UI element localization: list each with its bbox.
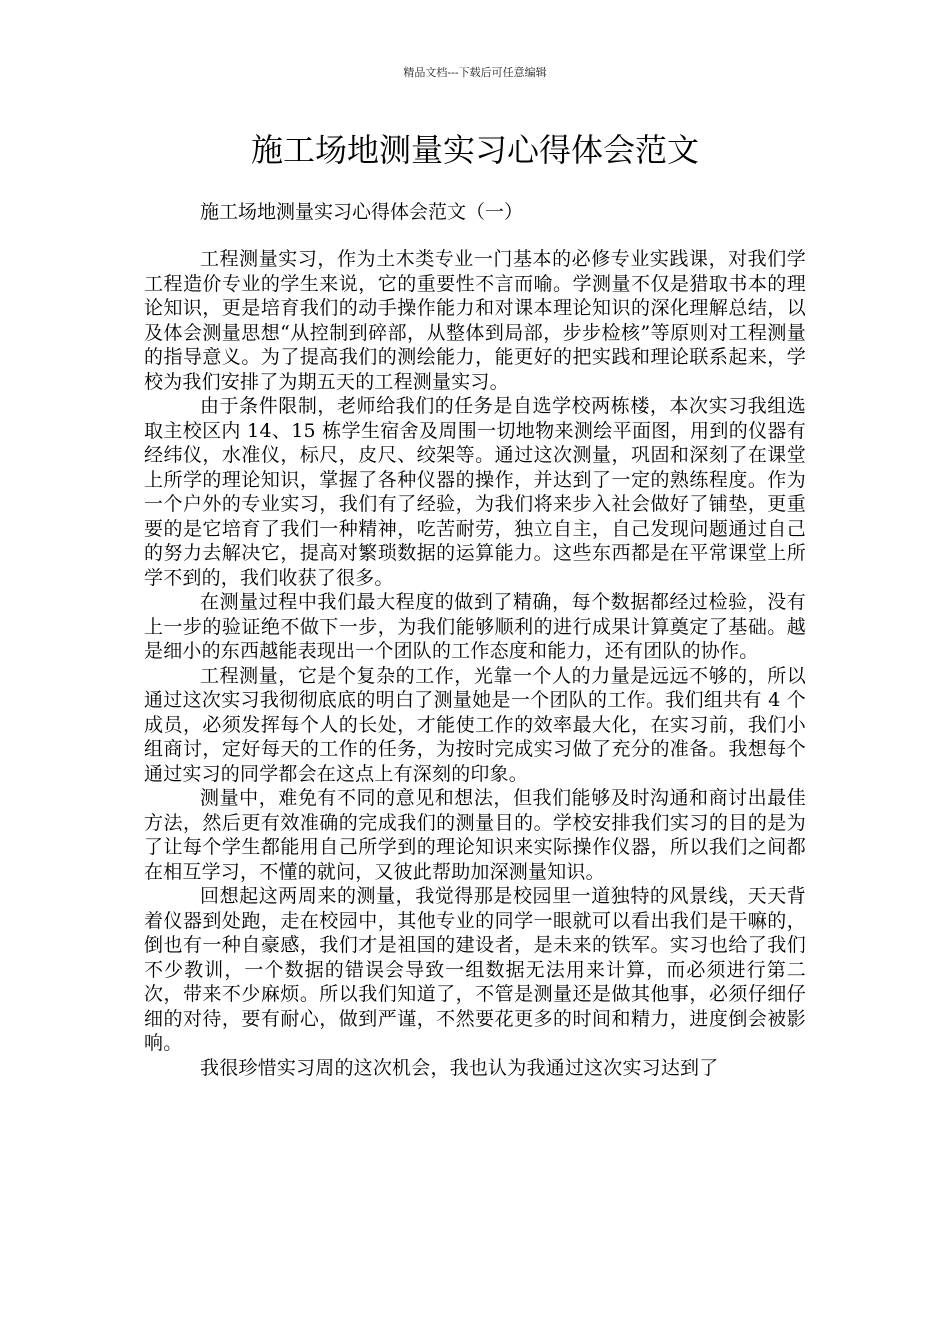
- document-title: 施工场地测量实习心得体会范文: [250, 131, 699, 169]
- document-body: [144, 247, 806, 1080]
- body-paragraph-3: 在测量过程中我们最大程度的做到了精确，每个数据都经过检验，没有上一步的验证绝不做下一步，为我们能够顺利的进行成果计算奠定了基础。越是细小的东西越能表现出一个团队的工作态度和能力，还有团队的协作。: [144, 591, 806, 662]
- body-paragraph-5: 测量中，难免有不同的意见和想法，但我们能够及时沟通和商讨出最佳方法，然后更有效准确的完成我们的测量目的。学校安排我们实习的目的是为了让每个学生都能用自己所学到的理论知识来实际操作仪器，所以我们之间都在相互学习，不懂的就问，又彼此帮助加深测量知识。: [144, 787, 806, 883]
- body-paragraph-6: 回想起这两周来的测量，我觉得那是校园里一道独特的风景线，天天背着仪器到处跑，走在校园中，其他专业的同学一眼就可以看出我们是干嘛的，倒也有一种自豪感，我们才是祖国的建设者，是未来的铁军。实习也给了我们不少教训，一个数据的错误会导致一组数据无法用来计算，而必须进行第二次，带来不少麻烦。所以我们知道了，不管是测量还是做其他事，必须仔细仔细的对待，要有耐心，做到严谨，不然要花更多的时间和精力，进度倒会被影响。: [144, 885, 806, 1054]
- body-paragraph-1: 工程测量实习，作为土木类专业一门基本的必修专业实践课，对我们学工程造价专业的学生来说，它的重要性不言而喻。学测量不仅是猎取书本的理论知识，更是培育我们的动手操作能力和对课本理论知识的深化理解总结，以及体会测量思想“从控制到碎部，从整体到局部，步步检核”等原则对工程测量的指导意义。为了提高我们的测绘能力，能更好的把实践和理论联系起来，学校为我们安排了为期五天的工程测量实习。: [144, 248, 806, 393]
- body-paragraph-7: 我很珍惜实习周的这次机会，我也认为我通过这次实习达到了: [200, 1056, 719, 1079]
- section-subtitle: 施工场地测量实习心得体会范文（一）: [200, 201, 524, 223]
- body-paragraph-4: 工程测量，它是个复杂的工作，光靠一个人的力量是远远不够的，所以通过这次实习我彻彻底底的明白了测量她是一个团队的工作。我们组共有 4 个成员，必须发挥每个人的长处，才能使工作的效率最大化，在实习前，我们小组商讨，定好每天的工作的任务，为按时完成实习做了充分的准备。我想每个通过实习的同学都会在这点上有深刻的印象。: [144, 664, 806, 785]
- page-header-note: 精品文档---下载后可任意编辑: [403, 66, 547, 79]
- body-paragraph-2: 由于条件限制，老师给我们的任务是自选学校两栋楼，本次实习我组选取主校区内 14、15 栋学生宿舍及周围一切地物来测绘平面图，用到的仪器有经纬仪，水准仪，标尺，皮尺、绞架等。通过这次测量，巩固和深刻了在课堂上所学的理论知识，掌握了各种仪器的操作，并达到了一定的熟练程度。作为一个户外的专业实习，我们有了经验，为我们将来步入社会做好了铺垫，更重要的是它培育了我们一种精神，吃苦耐劳，独立自主，自己发现问题通过自己的努力去解决它，提高对繁琐数据的运算能力。这些东西都是在平常课堂上所学不到的，我们收获了很多。: [144, 395, 806, 589]
